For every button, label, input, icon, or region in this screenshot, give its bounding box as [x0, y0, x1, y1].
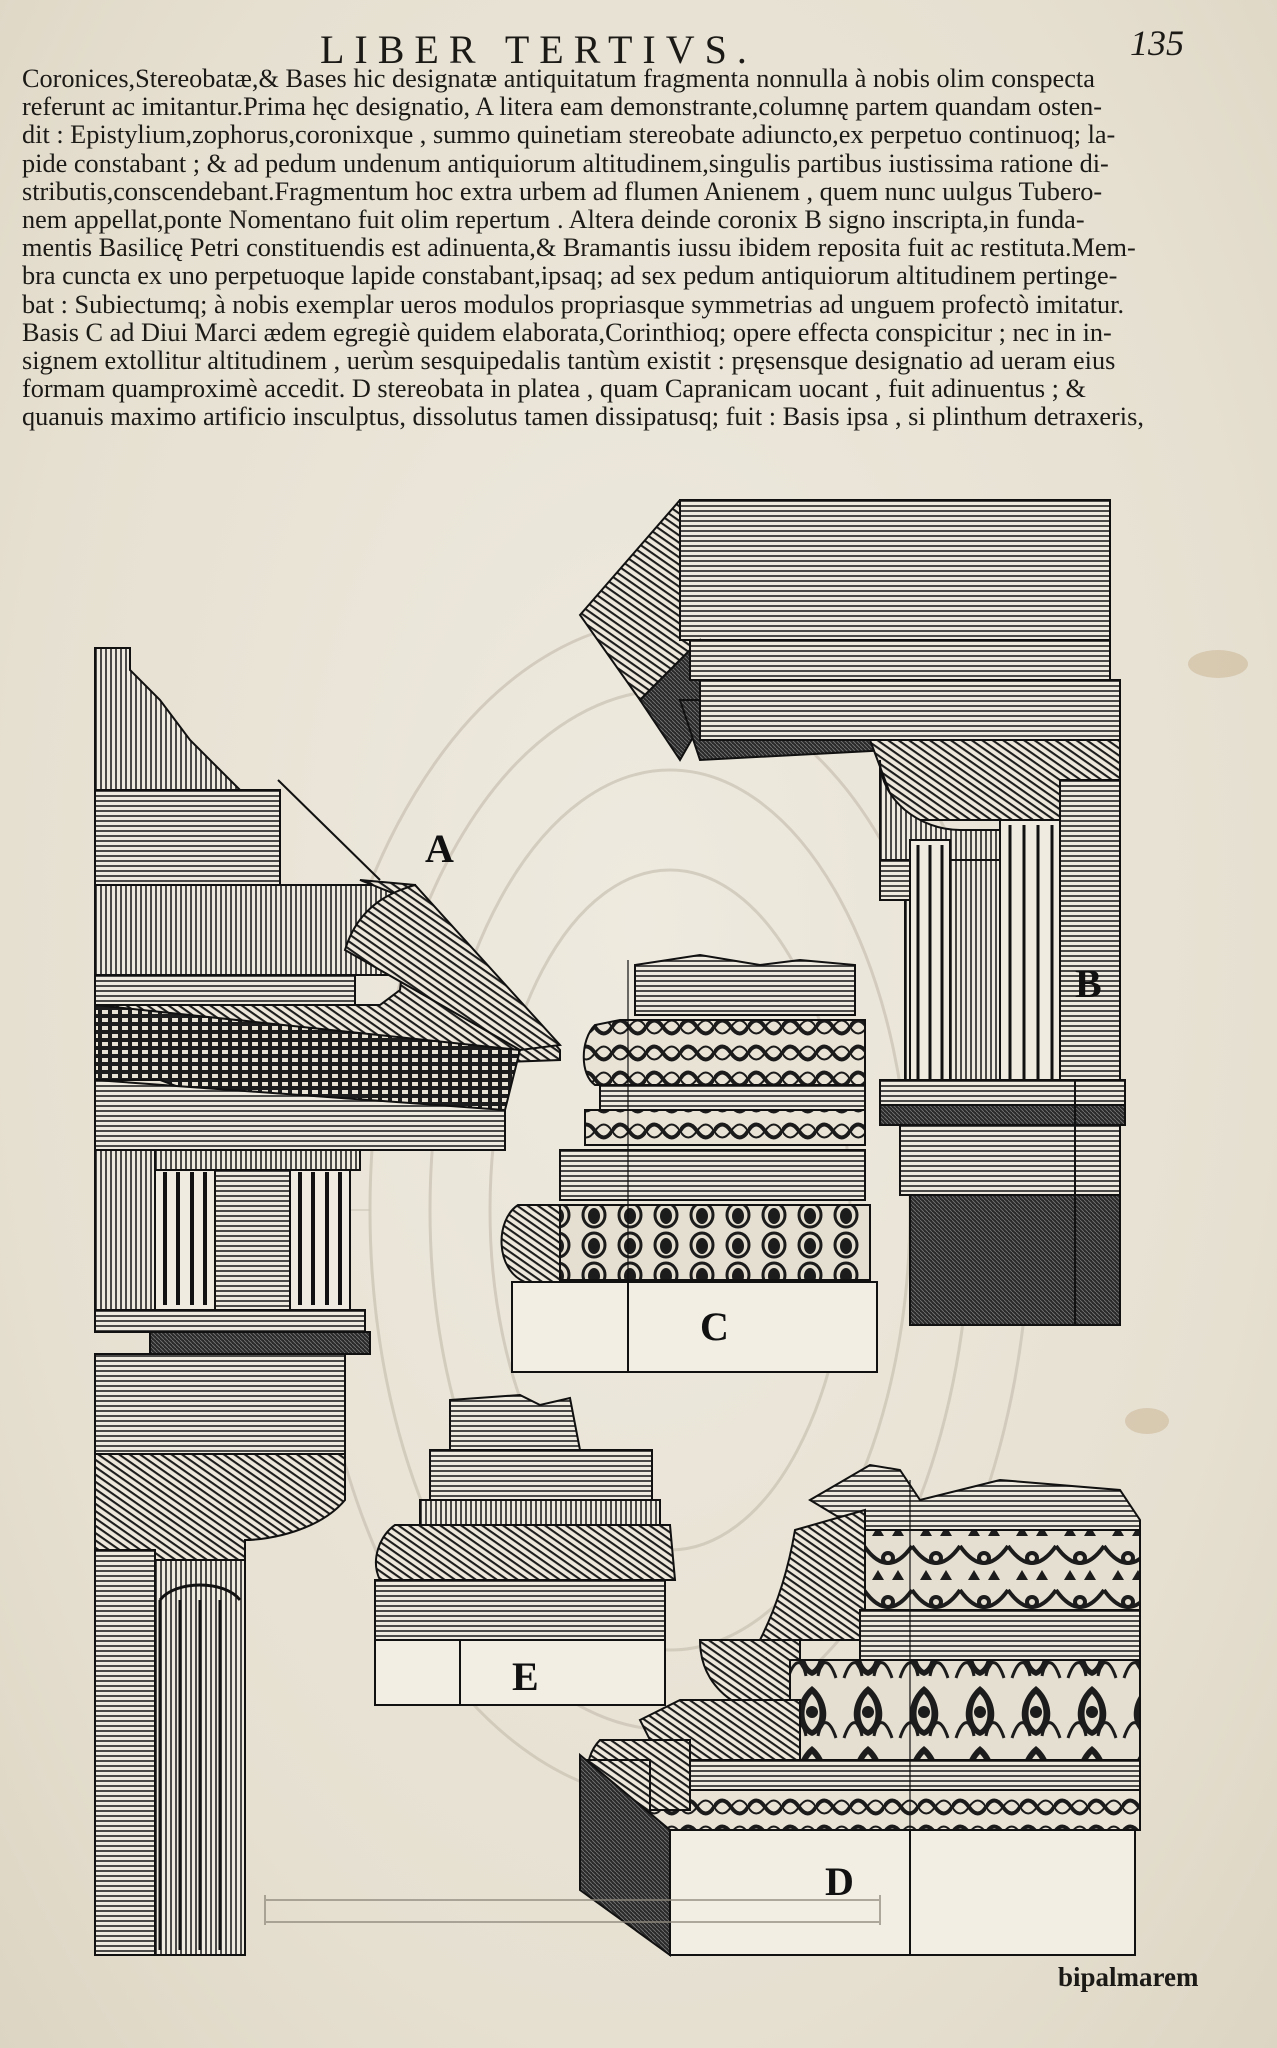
text-line: pide constabant ; & ad pedum undenum antiquiorum altitudinem,singulis partibus iustissima ratione di- — [22, 147, 1109, 178]
text-line: Coronices,Stereobatæ,& Bases hic designatæ antiquitatum fragmenta nonnulla à nobis olim conspecta — [22, 63, 1095, 93]
text-line: signem extollitur altitudinem , uerùm sesquipedalis tantùm existit : pręsensque designatio ad ueram eius — [22, 345, 1116, 376]
figure-c — [502, 955, 877, 1372]
figure-a — [95, 648, 560, 1955]
text-line: referunt ac imitantur.Prima hęc designatio, A litera eam demonstrante,columnę partem quandam osten- — [22, 91, 1103, 122]
text-line: formam quamproximè accedit. D stereobata in platea , quam Capranicam uocant , fuit adinuentus ; & — [22, 373, 1086, 404]
text-line: Basis C ad Diui Marci ædem egregiè quidem elaborata,Corinthioq; opere effecta conspicitur ; nec in in- — [22, 316, 1112, 347]
figure-label-b: B — [1075, 961, 1102, 1006]
text-line: mentis Basilicę Petri constituendis est adinuenta,& Bramantis iussu ibidem reposita fuit ac restituta.Mem- — [22, 232, 1136, 263]
figure-label-c: C — [700, 1304, 729, 1349]
page-number: 135 — [1130, 23, 1184, 63]
figure-label-e: E — [512, 1654, 539, 1699]
running-title: LIBER TERTIVS. — [320, 27, 757, 72]
figure-label-a: A — [425, 826, 454, 871]
figure-label-d: D — [825, 1859, 854, 1904]
foxing-stain — [1125, 1408, 1169, 1434]
catchword: bipalmarem — [1058, 1962, 1199, 1992]
text-line: bat : Subiectumq; à nobis exemplar ueros modulos propriasque symmetrias ad unguem profectò imitatur. — [22, 288, 1125, 319]
foxing-stain — [1188, 650, 1248, 678]
text-line: dit : Epistylium,zophorus,coronixque , summo quinetiam stereobate adiuncto,ex perpetuo continuoq; la- — [22, 119, 1116, 150]
text-line: stributis,conscendebant.Fragmentum hoc extra urbem ad flumen Anienem , quem nunc uulgus Tubero- — [22, 175, 1103, 206]
figure-b — [580, 500, 1125, 1325]
text-line: bra cuncta ex uno perpetuoque lapide constabant,ipsaq; ad sex pedum antiquiorum altitudinem pertinge- — [22, 260, 1118, 291]
text-line: nem appellat,ponte Nomentano fuit olim repertum . Altera deinde coronix B signo inscripta,in funda- — [22, 204, 1085, 235]
text-line: quanuis maximo artificio insculptus, dissolutus tamen dissipatusq; fuit : Basis ipsa , si plinthum detraxeris, — [22, 401, 1144, 432]
